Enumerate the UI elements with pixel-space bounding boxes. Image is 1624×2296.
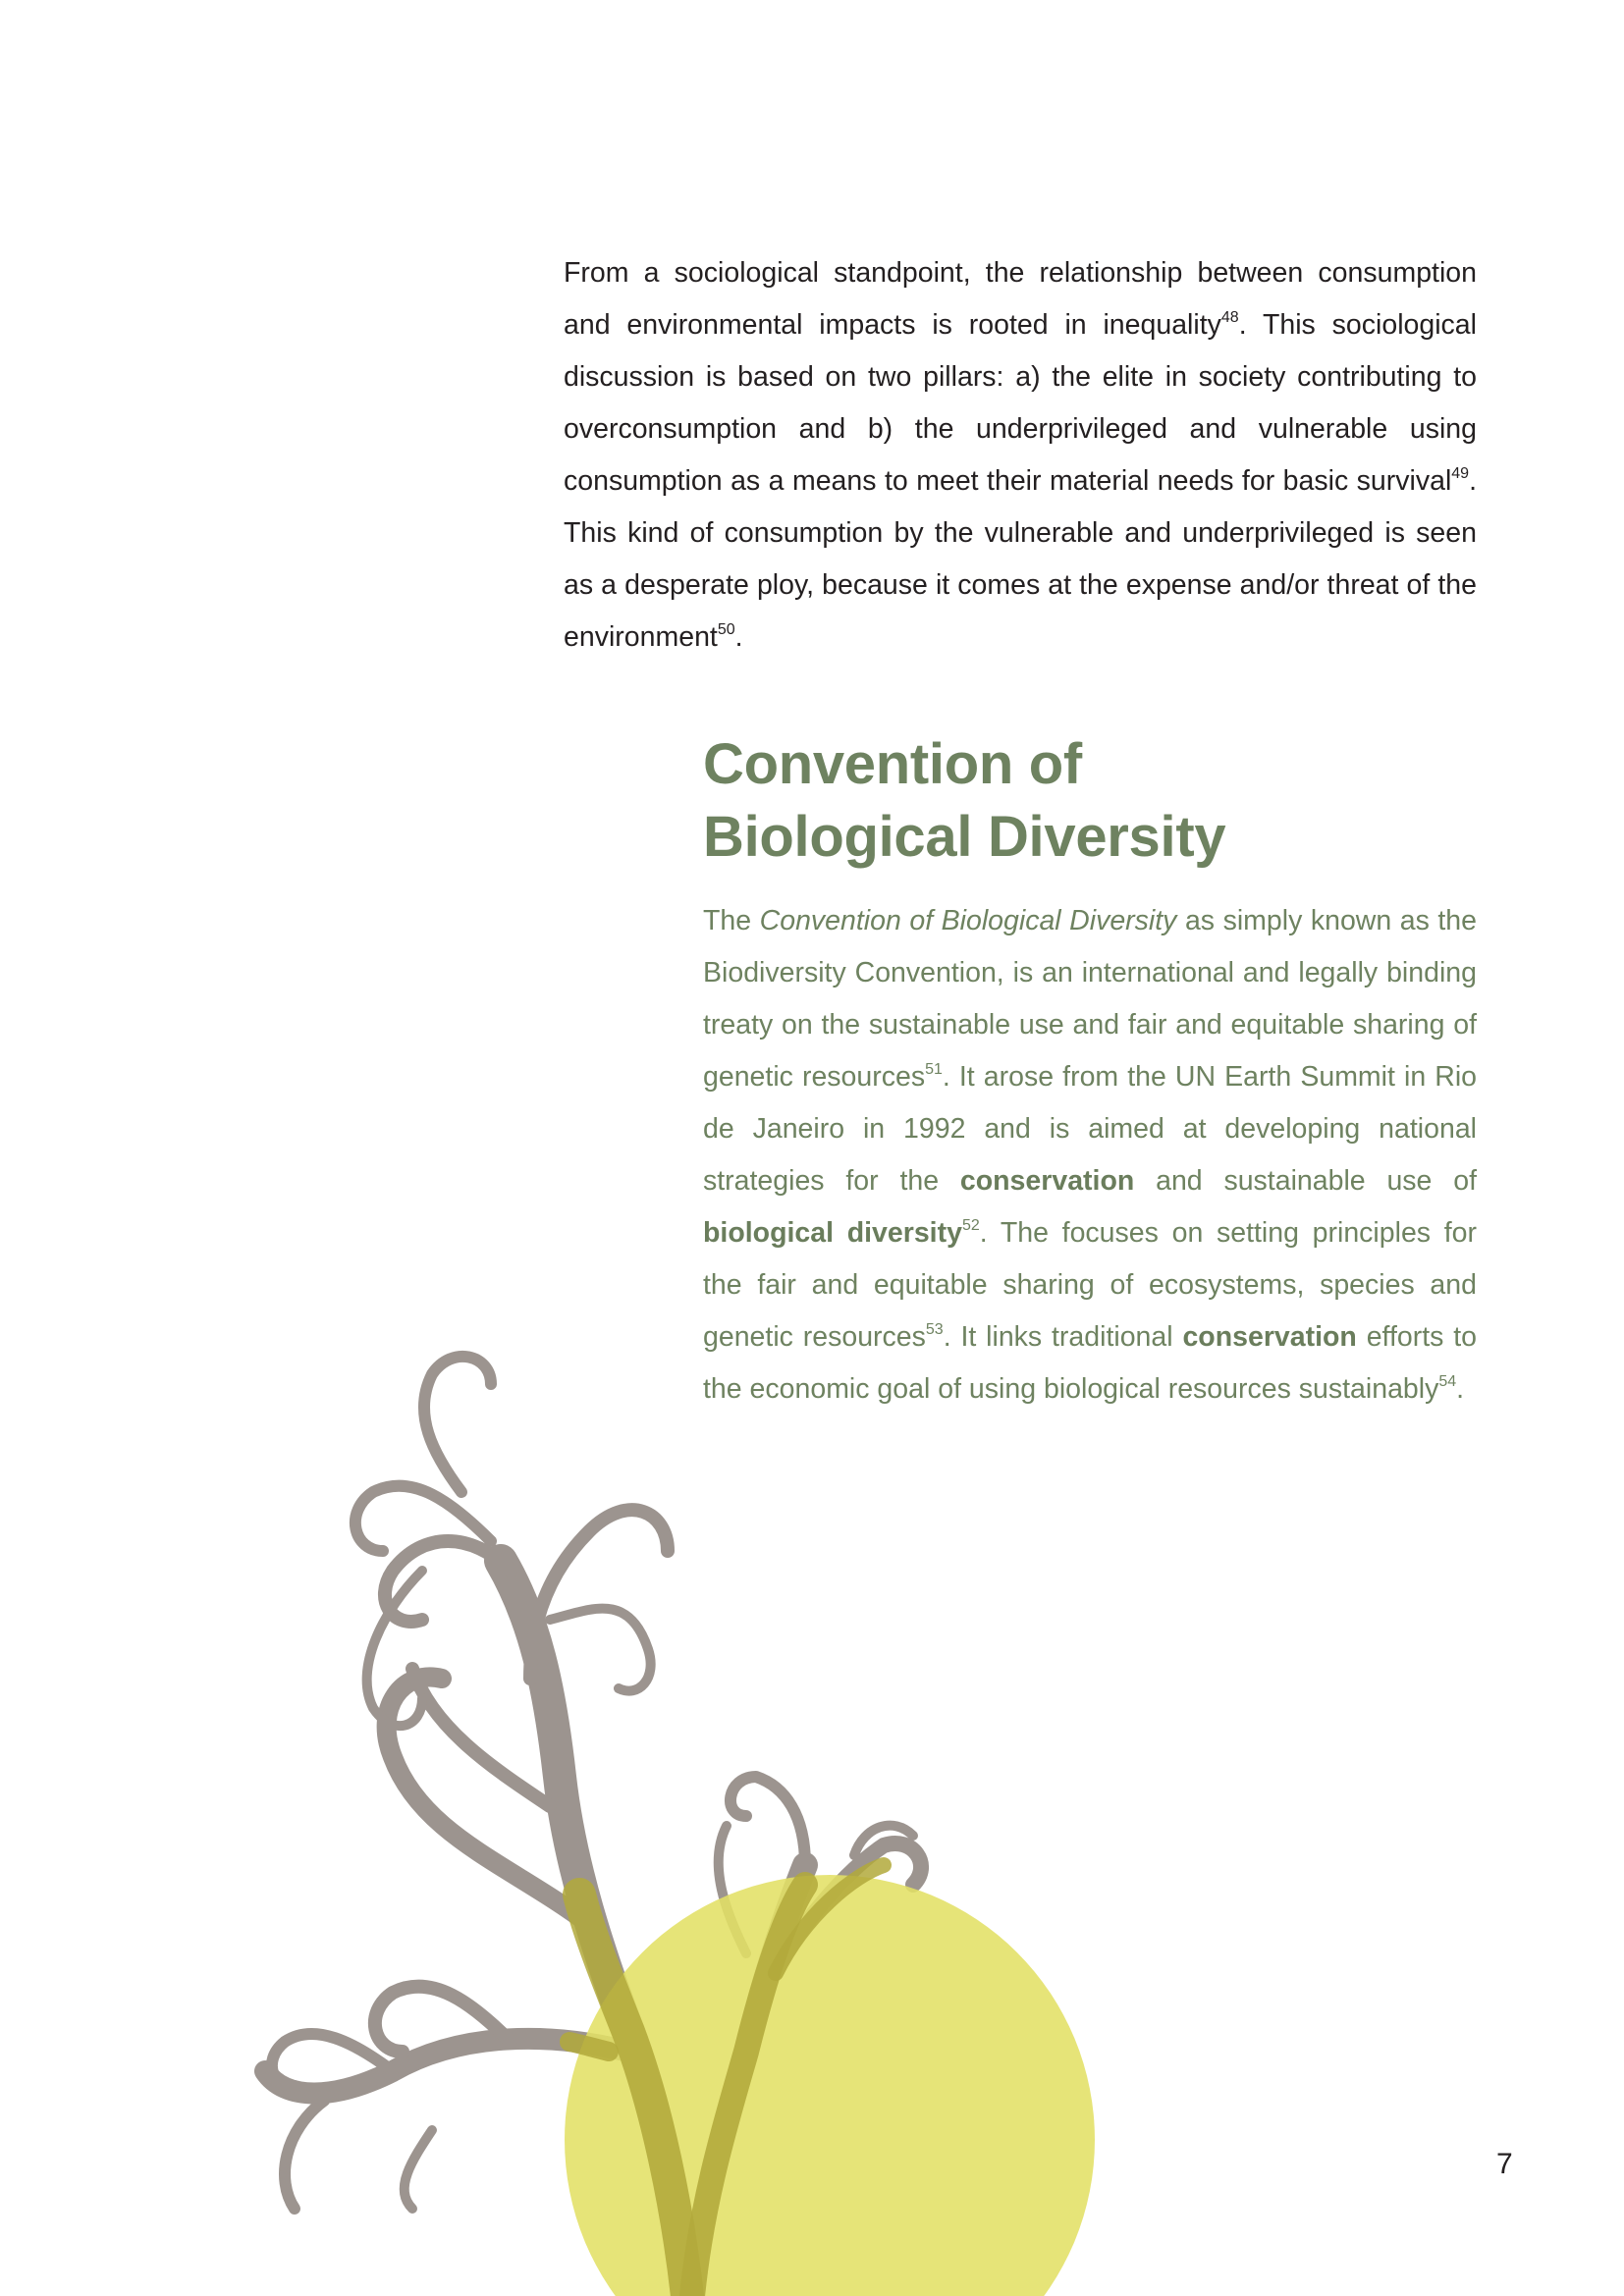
footnote-ref[interactable]: 48 [1220, 309, 1239, 326]
body-text: . It arose from the UN Earth Summit in Rio de Janeiro in 1992 and is aimed at developing national strategies for the [703, 1061, 1478, 1197]
footnote-ref[interactable]: 51 [925, 1061, 943, 1078]
intro-text: . [734, 621, 743, 653]
footnote-ref[interactable]: 52 [961, 1217, 980, 1234]
footnote-ref[interactable]: 49 [1451, 465, 1470, 482]
body-text: The [703, 905, 760, 936]
body-text: . [1456, 1373, 1465, 1405]
footnote-ref[interactable]: 50 [717, 621, 735, 638]
footnote-ref[interactable]: 53 [925, 1321, 944, 1338]
body-text: . It links traditional [943, 1321, 1183, 1353]
bold-term: conservation [959, 1165, 1135, 1197]
intro-text: From a sociological standpoint, the relationship between consumption and environmental impacts is rooted in inequality [564, 257, 1477, 341]
body-text: as simply known as the Biodiversity Convention, is an international and legally binding treaty on the sustainable use and fair and equitable sharing of genetic resources [703, 905, 1477, 1093]
body-text: and sustainable use of [1134, 1165, 1477, 1197]
footnote-ref[interactable]: 54 [1438, 1373, 1457, 1390]
italic-term: Convention of Biological Diversity [759, 905, 1177, 936]
intro-text: . This kind of consumption by the vulnerable and underprivileged is seen as a desperate ploy, because it comes at the expense and/or threat of the environment [564, 465, 1477, 653]
bold-term: biological diversity [703, 1217, 962, 1249]
intro-text: . This sociological discussion is based on two pillars: a) the elite in society contributing to overconsumption and b) the underprivileged and vulnerable using consumption as a means to meet their material needs for basic survival [564, 309, 1477, 497]
heading-line: Biological Diversity [703, 805, 1226, 869]
body-text: . The focuses on setting principles for the fair and equitable sharing of ecosystems, species and genetic resources [703, 1217, 1478, 1353]
heading-line: Convention of [703, 732, 1082, 796]
page-number: 7 [1496, 2148, 1513, 2180]
body-text: efforts to the economic goal of using biological resources sustainably [703, 1321, 1478, 1405]
bold-term: conservation [1182, 1321, 1357, 1353]
